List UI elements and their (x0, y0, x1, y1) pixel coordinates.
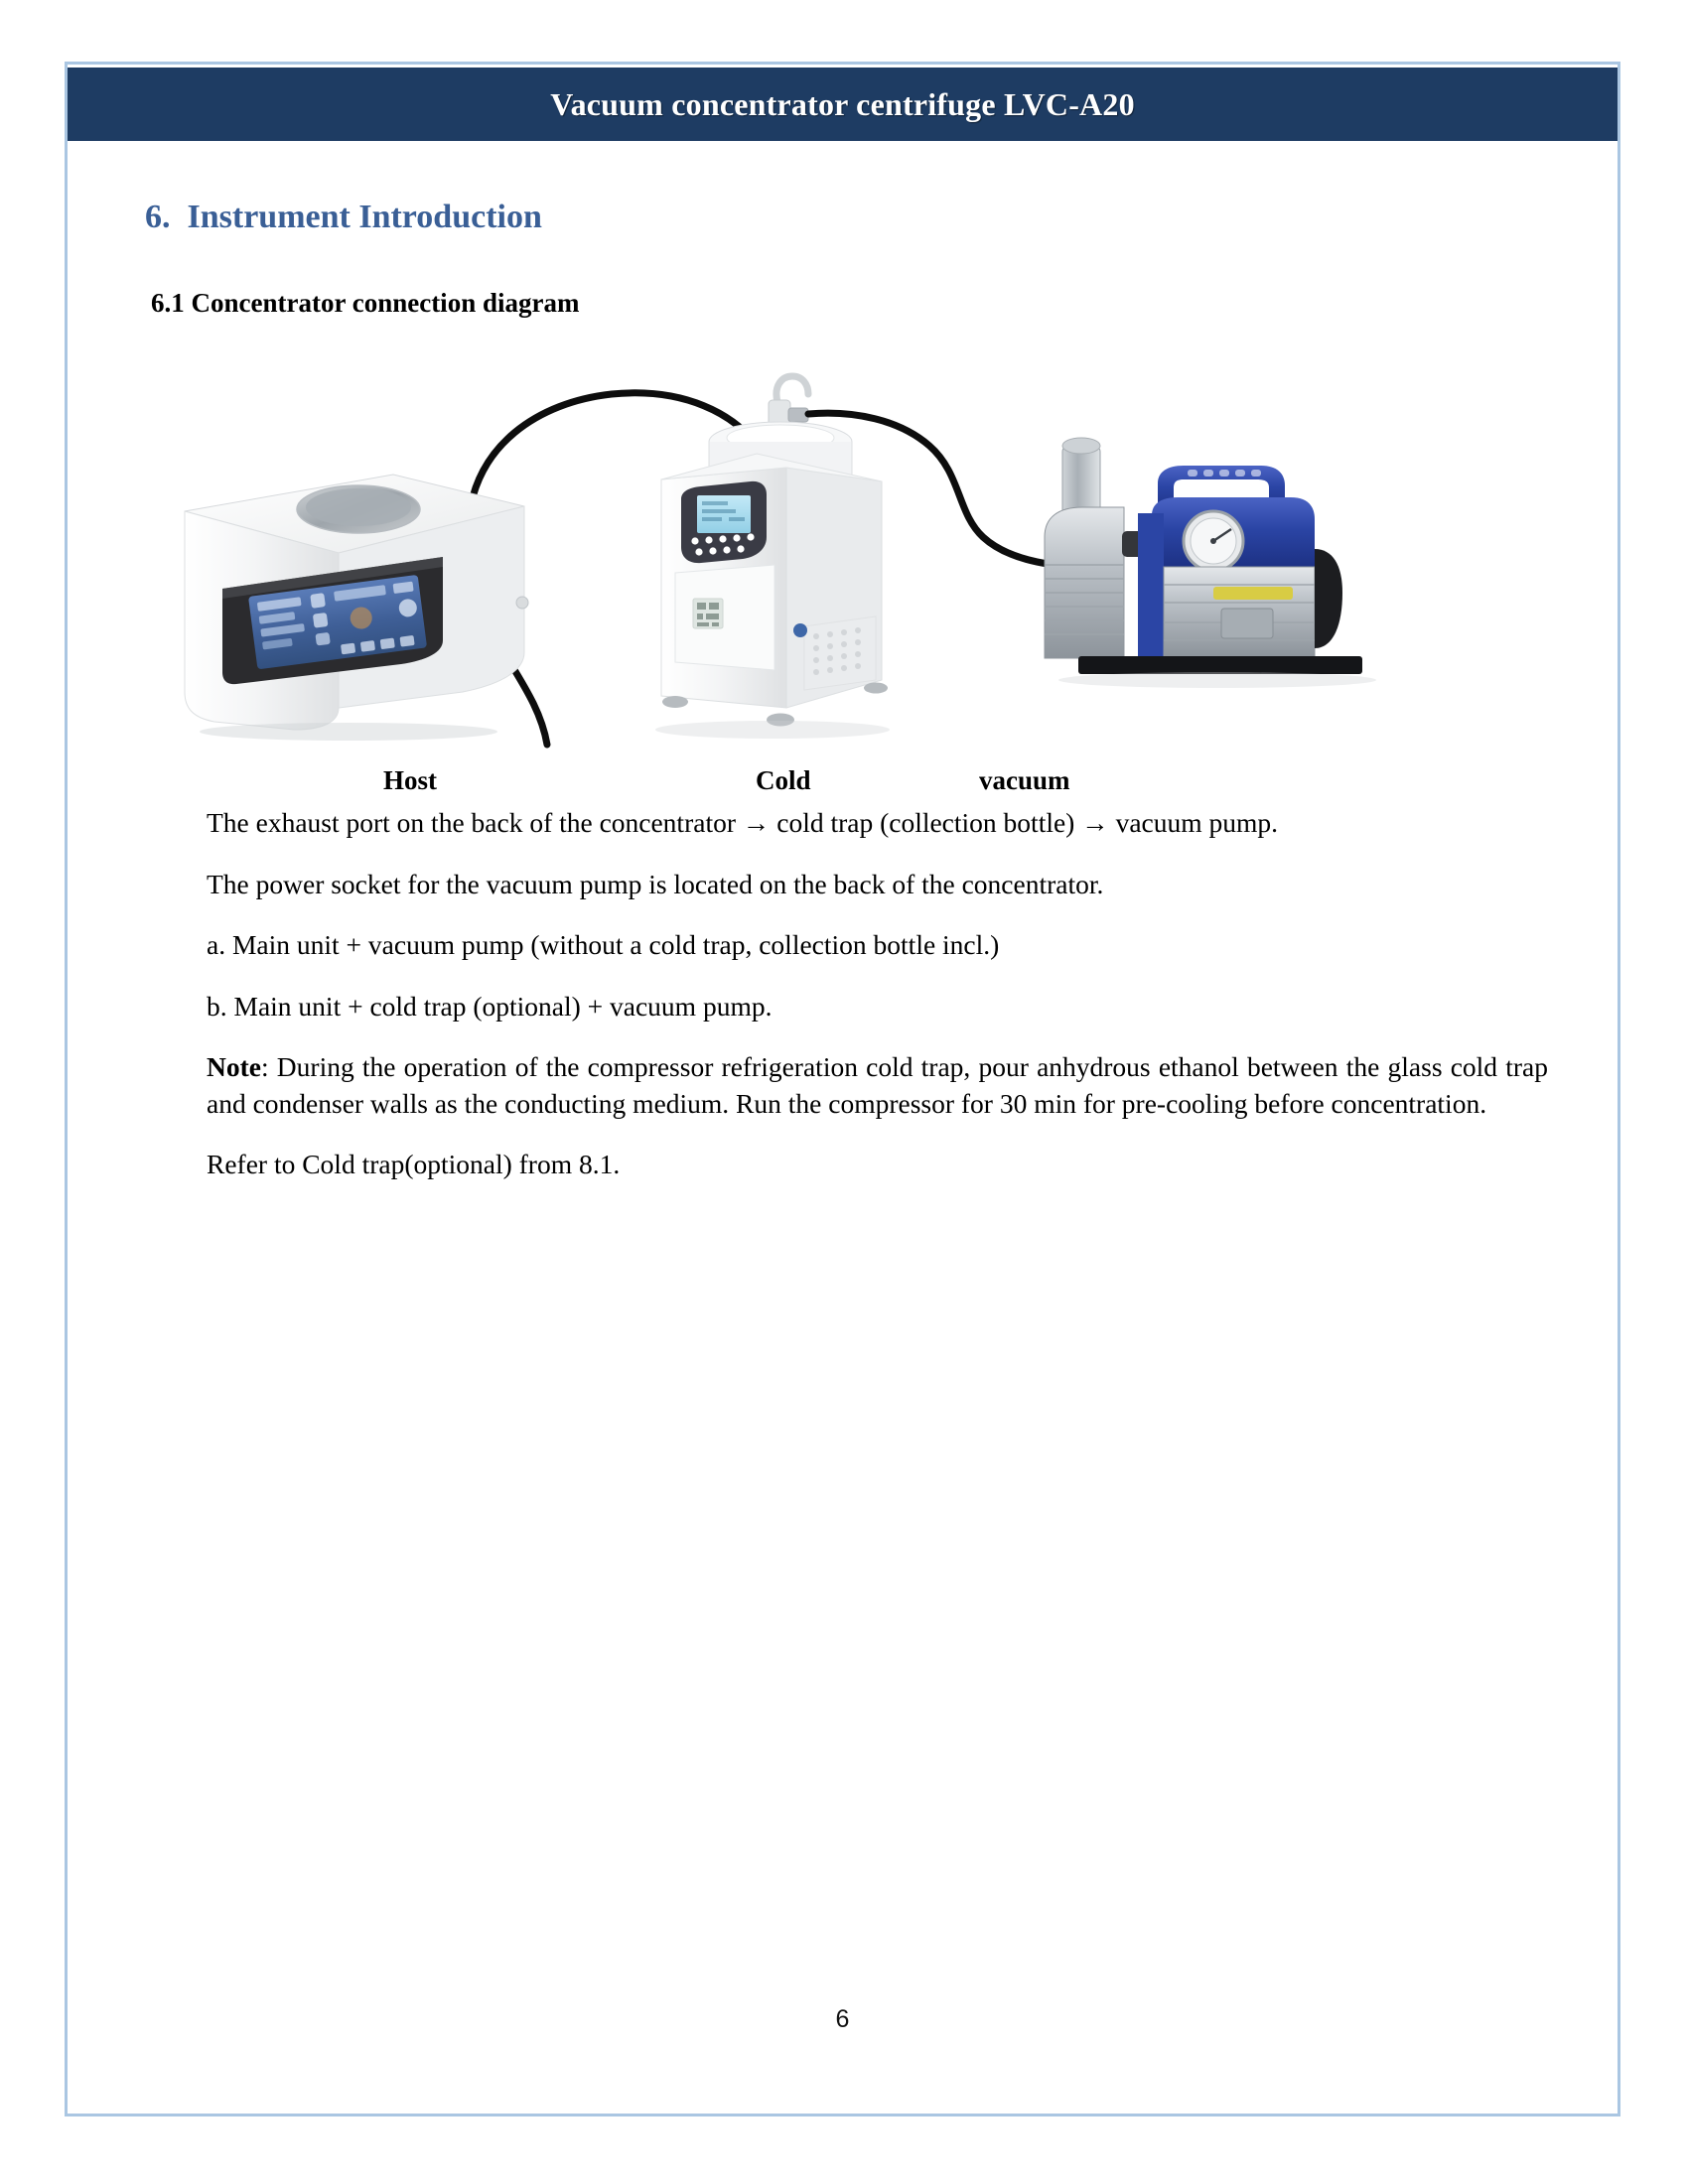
figure-captions (145, 765, 1556, 813)
connection-diagram-svg (145, 342, 1555, 759)
caption-host: Host (383, 765, 437, 795)
vacuum-pump (1045, 438, 1376, 688)
pump-label (1213, 587, 1293, 600)
paragraph-config-b: b. Main unit + cold trap (optional) + vacuum pump. (207, 990, 773, 1022)
paragraph-refer: Refer to Cold trap(optional) from 8.1. (207, 1149, 621, 1180)
body-text (145, 805, 1556, 1183)
document-page (65, 62, 1620, 2116)
caption-cold: Cold (756, 765, 811, 795)
page-content (68, 141, 1618, 1208)
coldtrap-vent-grille (804, 616, 876, 690)
paragraph-config-a: a. Main unit + vacuum pump (without a cold trap, collection bottle incl.) (207, 929, 1000, 961)
coldtrap-lcd-screen (697, 495, 751, 533)
paragraph-power-socket: The power socket for the vacuum pump is located on the back of the concentrator. (207, 868, 1104, 899)
note-label: Note (207, 1051, 261, 1083)
pump-base (1078, 656, 1362, 674)
section-heading: 6. Instrument Introduction (145, 199, 542, 235)
page-number: 6 (835, 2005, 850, 2033)
paragraph-note (207, 1049, 1548, 1122)
subsection-heading: 6.1 Concentrator connection diagram (151, 288, 580, 318)
centrifuge-concentrator (185, 475, 528, 741)
connection-diagram-figure (145, 342, 1556, 795)
page-header-band (68, 68, 1618, 141)
document-title: Vacuum concentrator centrifuge LVC-A20 (550, 85, 1135, 122)
coldtrap-indicator (793, 623, 807, 637)
note-text: : During the operation of the compressor refrigeration cold trap, pour anhydrous ethanol between the glass cold trap and condenser walls as the conducting medium. Run the compressor for 30 min for pre-cooling before concentration. (207, 1051, 1548, 1119)
caption-vacuum: vacuum (979, 765, 1070, 795)
paragraph-flow-path: The exhaust port on the back of the concentrator → cold trap (collection bottle) → vacuum pump. (207, 807, 1279, 838)
cold-trap-unit (655, 376, 890, 739)
